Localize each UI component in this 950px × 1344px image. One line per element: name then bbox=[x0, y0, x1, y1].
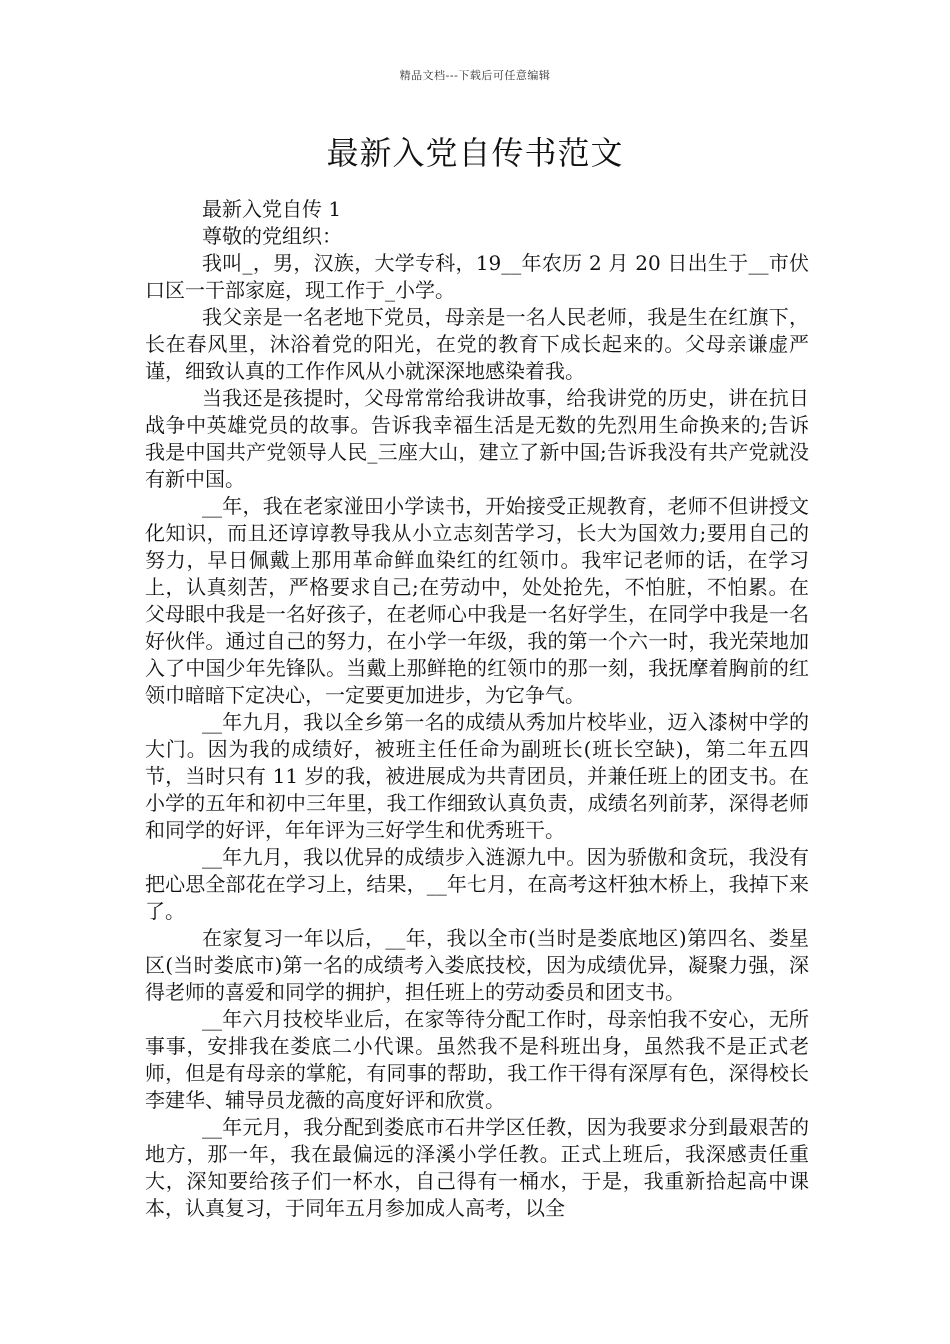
paragraph: 尊敬的党组织： bbox=[202, 224, 342, 248]
paragraph: 我父亲是一名老地下党员，母亲是一名人民老师，我是生在红旗下，长在春风里，沐浴着党的阳光，在党的教育下成长起来的。父母亲谦虚严谨，细致认真的工作作风从小就深深地感染着我。 bbox=[145, 305, 809, 383]
document-title: 最新入党自传书范文 bbox=[326, 134, 624, 172]
paragraph: __年，我在老家湴田小学读书，开始接受正规教育，老师不但讲授文化知识，而且还谆谆教导我从小立志刻苦学习，长大为国效力;要用自己的努力，早日佩戴上那用革命鲜血染红的红领巾。我牢记老师的话，在学习上，认真刻苦，严格要求自己;在劳动中，处处抢先，不怕脏，不怕累。在父母眼中我是一名好孩子，在老师心中我是一名好学生，在同学中我是一名好伙伴。通过自己的努力，在小学一年级，我的第一个六一时，我光荣地加入了中国少年先锋队。当戴上那鲜艳的红领巾的那一刻，我抚摩着胸前的红领巾暗暗下定决心，一定要更加进步，为它争气。 bbox=[145, 494, 809, 707]
page-header: 精品文档---下载后可任意编辑 bbox=[399, 69, 551, 82]
paragraph: __年九月，我以全乡第一名的成绩从秀加片校毕业，迈入漆树中学的大门。因为我的成绩好，被班主任任命为副班长(班长空缺)，第二年五四节，当时只有 11 岁的我，被进展成为共青团员，并兼任班上的团支书。在小学的五年和初中三年里，我工作细致认真负责，成绩名列前茅，深得老师和同学的好评，年年评为三好学生和优秀班干。 bbox=[145, 710, 809, 842]
paragraph: 我叫_，男，汉族，大学专科，19__年农历 2 月 20 日出生于__市伏口区一干部家庭，现工作于_小学。 bbox=[145, 251, 809, 302]
paragraph: 当我还是孩提时，父母常常给我讲故事，给我讲党的历史，讲在抗日战争中英雄党员的故事。告诉我幸福生活是无数的先烈用生命换来的;告诉我是中国共产党领导人民_三座大山，建立了新中国;告诉我没有共产党就没有新中国。 bbox=[145, 386, 809, 491]
paragraph: 最新入党自传 1 bbox=[202, 197, 342, 221]
paragraph: __年六月技校毕业后，在家等待分配工作时，母亲怕我不安心，无所事事，安排我在娄底二小代课。虽然我不是科班出身，虽然我不是正式老师，但是有母亲的掌舵，有同事的帮助，我工作干得有深厚有色，深得校长李建华、辅导员龙薇的高度好评和欣赏。 bbox=[145, 1007, 809, 1112]
document-body bbox=[145, 196, 809, 1222]
paragraph: 在家复习一年以后，__年，我以全市(当时是娄底地区)第四名、娄星区(当时娄底市)第一名的成绩考入娄底技校，因为成绩优异，凝聚力强，深得老师的喜爱和同学的拥护，担任班上的劳动委员和团支书。 bbox=[145, 926, 809, 1004]
paragraph: __年九月，我以优异的成绩步入涟源九中。因为骄傲和贪玩，我没有把心思全部花在学习上，结果，__年七月，在高考这杆独木桥上，我掉下来了。 bbox=[145, 845, 809, 923]
paragraph: __年元月，我分配到娄底市石井学区任教，因为我要求分到最艰苦的地方，那一年，我在最偏远的泽溪小学任教。正式上班后，我深感责任重大，深知要给孩子们一杯水，自己得有一桶水，于是，我重新拾起高中课本，认真复习，于同年五月参加成人高考，以全 bbox=[145, 1115, 809, 1220]
